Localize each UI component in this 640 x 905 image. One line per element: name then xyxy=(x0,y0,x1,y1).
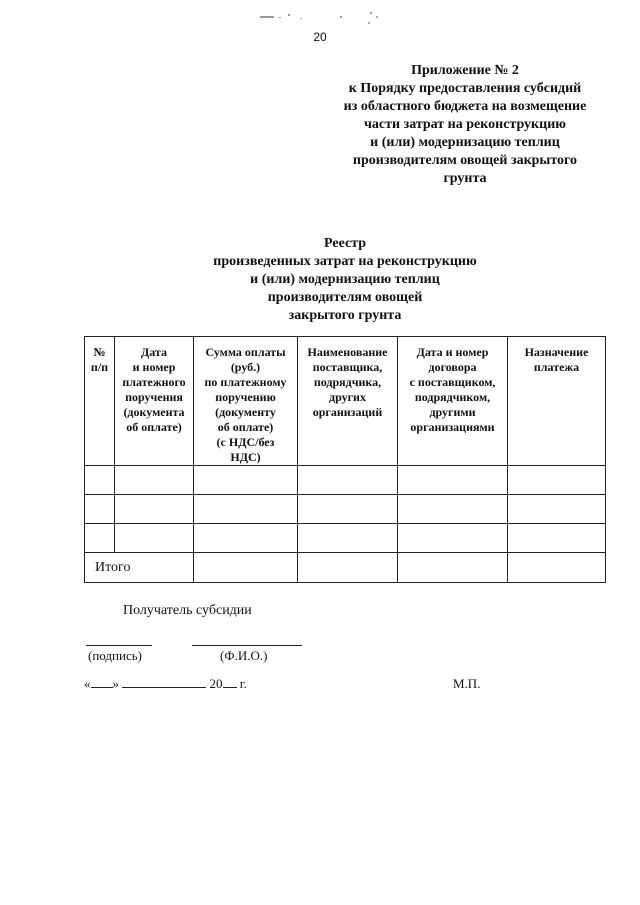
registry-table xyxy=(84,336,606,583)
table-header-row xyxy=(85,337,606,466)
year-suffix: г. xyxy=(239,676,247,691)
registry-line: Реестр xyxy=(323,236,366,251)
name-line xyxy=(192,645,302,646)
table-cell xyxy=(85,495,115,524)
registry-line: произведенных затрат на реконструкцию xyxy=(213,254,477,269)
table-cell xyxy=(508,553,606,583)
registry-line: закрытого грунта xyxy=(288,308,402,323)
table-cell xyxy=(398,553,508,583)
registry-line: производителям овощей xyxy=(267,290,423,305)
appendix-line: и (или) модернизацию теплиц xyxy=(370,135,560,150)
registry-line: и (или) модернизацию теплиц xyxy=(250,272,440,287)
date-close-quote: » xyxy=(112,676,119,691)
year-prefix: 20 xyxy=(209,676,223,691)
header-cell-supplier: Наименование поставщика, подрядчика, других организаций xyxy=(298,337,398,466)
total-label: Итого xyxy=(85,553,194,583)
page-number: 20 xyxy=(313,30,327,44)
date-open-quote: « xyxy=(84,676,91,691)
year-blank xyxy=(223,677,237,688)
appendix-line: из областного бюджета на возмещение xyxy=(343,99,587,114)
table-cell xyxy=(508,524,606,553)
date-line xyxy=(84,676,247,692)
table-cell xyxy=(194,553,298,583)
registry-title xyxy=(150,235,540,325)
table-cell xyxy=(398,495,508,524)
table-cell xyxy=(398,524,508,553)
table-cell xyxy=(508,466,606,495)
recipient-label: Получатель субсидии xyxy=(123,603,252,618)
table-total-row xyxy=(85,553,606,583)
appendix-line: к Порядку предоставления субсидий xyxy=(348,81,582,96)
table-cell xyxy=(115,466,194,495)
table-cell xyxy=(194,524,298,553)
appendix-line: части затрат на реконструкцию xyxy=(364,117,566,132)
month-blank xyxy=(122,677,206,688)
table-cell xyxy=(115,524,194,553)
stamp-label: М.П. xyxy=(453,676,481,691)
header-cell-contract: Дата и номер договора с поставщиком, подрядчиком, другими организациями xyxy=(398,337,508,466)
table-row xyxy=(85,466,606,495)
table-cell xyxy=(398,466,508,495)
header-cell-number: № п/п xyxy=(85,337,115,466)
appendix-line: Приложение № 2 xyxy=(411,63,519,78)
header-cell-purpose: Назначение платежа xyxy=(508,337,606,466)
table-cell xyxy=(115,495,194,524)
table-cell xyxy=(298,495,398,524)
table-row xyxy=(85,495,606,524)
signature-caption: (подпись) xyxy=(88,648,142,663)
table-cell xyxy=(508,495,606,524)
header-cell-payment-order: Дата и номер платежного поручения (документа об оплате) xyxy=(115,337,194,466)
table-cell xyxy=(194,495,298,524)
table-cell xyxy=(85,524,115,553)
table-cell xyxy=(194,466,298,495)
table-cell xyxy=(298,466,398,495)
appendix-line: грунта xyxy=(443,171,487,186)
signature-line xyxy=(86,645,152,646)
header-cell-amount: Сумма оплаты (руб.) по платежному поручению (документу об оплате) (с НДС/без НДС) xyxy=(194,337,298,466)
table-cell xyxy=(298,524,398,553)
name-caption: (Ф.И.О.) xyxy=(220,648,268,663)
table-cell xyxy=(298,553,398,583)
appendix-line: производителям овощей закрытого xyxy=(352,153,578,168)
day-blank xyxy=(91,677,113,688)
table-cell xyxy=(85,466,115,495)
table-row xyxy=(85,524,606,553)
appendix-heading xyxy=(300,62,630,188)
